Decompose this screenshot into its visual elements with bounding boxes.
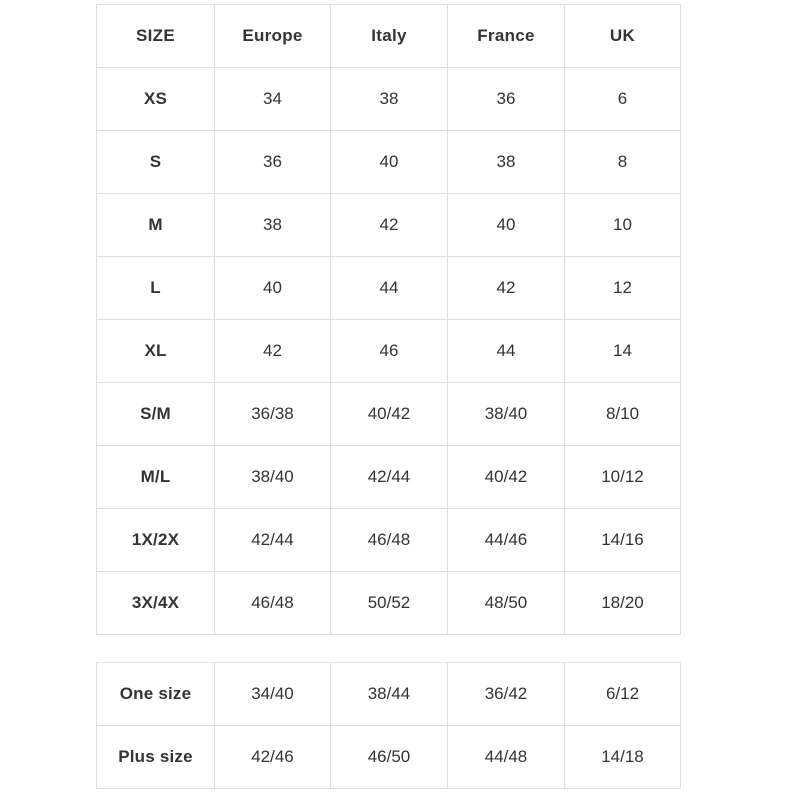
cell-size: Plus size bbox=[97, 726, 215, 789]
cell-europe: 42 bbox=[215, 320, 331, 383]
column-header-europe: Europe bbox=[215, 5, 331, 68]
cell-europe: 36 bbox=[215, 131, 331, 194]
cell-uk: 8/10 bbox=[565, 383, 681, 446]
cell-france: 44/46 bbox=[448, 509, 565, 572]
cell-size: 1X/2X bbox=[97, 509, 215, 572]
column-header-size: SIZE bbox=[97, 5, 215, 68]
table-row bbox=[97, 383, 681, 446]
column-header-france: France bbox=[448, 5, 565, 68]
cell-france: 48/50 bbox=[448, 572, 565, 635]
table-row bbox=[97, 194, 681, 257]
cell-size: M bbox=[97, 194, 215, 257]
cell-europe: 46/48 bbox=[215, 572, 331, 635]
secondary-size-table bbox=[96, 662, 681, 789]
cell-size: 3X/4X bbox=[97, 572, 215, 635]
cell-italy: 38/44 bbox=[331, 663, 448, 726]
table-row bbox=[97, 509, 681, 572]
table-row bbox=[97, 131, 681, 194]
cell-italy: 42/44 bbox=[331, 446, 448, 509]
cell-europe: 34/40 bbox=[215, 663, 331, 726]
cell-europe: 34 bbox=[215, 68, 331, 131]
cell-size: XS bbox=[97, 68, 215, 131]
column-header-italy: Italy bbox=[331, 5, 448, 68]
cell-uk: 8 bbox=[565, 131, 681, 194]
cell-uk: 6 bbox=[565, 68, 681, 131]
cell-italy: 38 bbox=[331, 68, 448, 131]
cell-italy: 40/42 bbox=[331, 383, 448, 446]
table-row bbox=[97, 320, 681, 383]
table-body bbox=[97, 663, 681, 789]
table-row bbox=[97, 726, 681, 789]
cell-france: 40 bbox=[448, 194, 565, 257]
cell-europe: 42/46 bbox=[215, 726, 331, 789]
cell-europe: 42/44 bbox=[215, 509, 331, 572]
table-row bbox=[97, 663, 681, 726]
cell-size: M/L bbox=[97, 446, 215, 509]
cell-france: 36/42 bbox=[448, 663, 565, 726]
cell-uk: 10 bbox=[565, 194, 681, 257]
cell-uk: 14 bbox=[565, 320, 681, 383]
cell-italy: 46 bbox=[331, 320, 448, 383]
cell-uk: 14/16 bbox=[565, 509, 681, 572]
cell-size: XL bbox=[97, 320, 215, 383]
main-size-table-container bbox=[96, 4, 680, 635]
table-row bbox=[97, 257, 681, 320]
table-row bbox=[97, 572, 681, 635]
cell-italy: 44 bbox=[331, 257, 448, 320]
secondary-size-table-container bbox=[96, 662, 680, 789]
cell-italy: 46/50 bbox=[331, 726, 448, 789]
cell-uk: 18/20 bbox=[565, 572, 681, 635]
cell-italy: 40 bbox=[331, 131, 448, 194]
cell-italy: 42 bbox=[331, 194, 448, 257]
table-row bbox=[97, 68, 681, 131]
cell-size: L bbox=[97, 257, 215, 320]
cell-france: 36 bbox=[448, 68, 565, 131]
cell-europe: 38 bbox=[215, 194, 331, 257]
column-header-uk: UK bbox=[565, 5, 681, 68]
cell-europe: 40 bbox=[215, 257, 331, 320]
table-row bbox=[97, 446, 681, 509]
cell-europe: 38/40 bbox=[215, 446, 331, 509]
cell-france: 40/42 bbox=[448, 446, 565, 509]
cell-size: S/M bbox=[97, 383, 215, 446]
cell-france: 38 bbox=[448, 131, 565, 194]
cell-italy: 50/52 bbox=[331, 572, 448, 635]
cell-france: 42 bbox=[448, 257, 565, 320]
cell-uk: 6/12 bbox=[565, 663, 681, 726]
cell-france: 44/48 bbox=[448, 726, 565, 789]
cell-uk: 10/12 bbox=[565, 446, 681, 509]
table-header-row bbox=[97, 5, 681, 68]
cell-size: One size bbox=[97, 663, 215, 726]
cell-italy: 46/48 bbox=[331, 509, 448, 572]
main-size-table bbox=[96, 4, 681, 635]
cell-uk: 14/18 bbox=[565, 726, 681, 789]
cell-france: 44 bbox=[448, 320, 565, 383]
cell-size: S bbox=[97, 131, 215, 194]
cell-uk: 12 bbox=[565, 257, 681, 320]
table-body bbox=[97, 68, 681, 635]
cell-france: 38/40 bbox=[448, 383, 565, 446]
cell-europe: 36/38 bbox=[215, 383, 331, 446]
table-header bbox=[97, 5, 681, 68]
